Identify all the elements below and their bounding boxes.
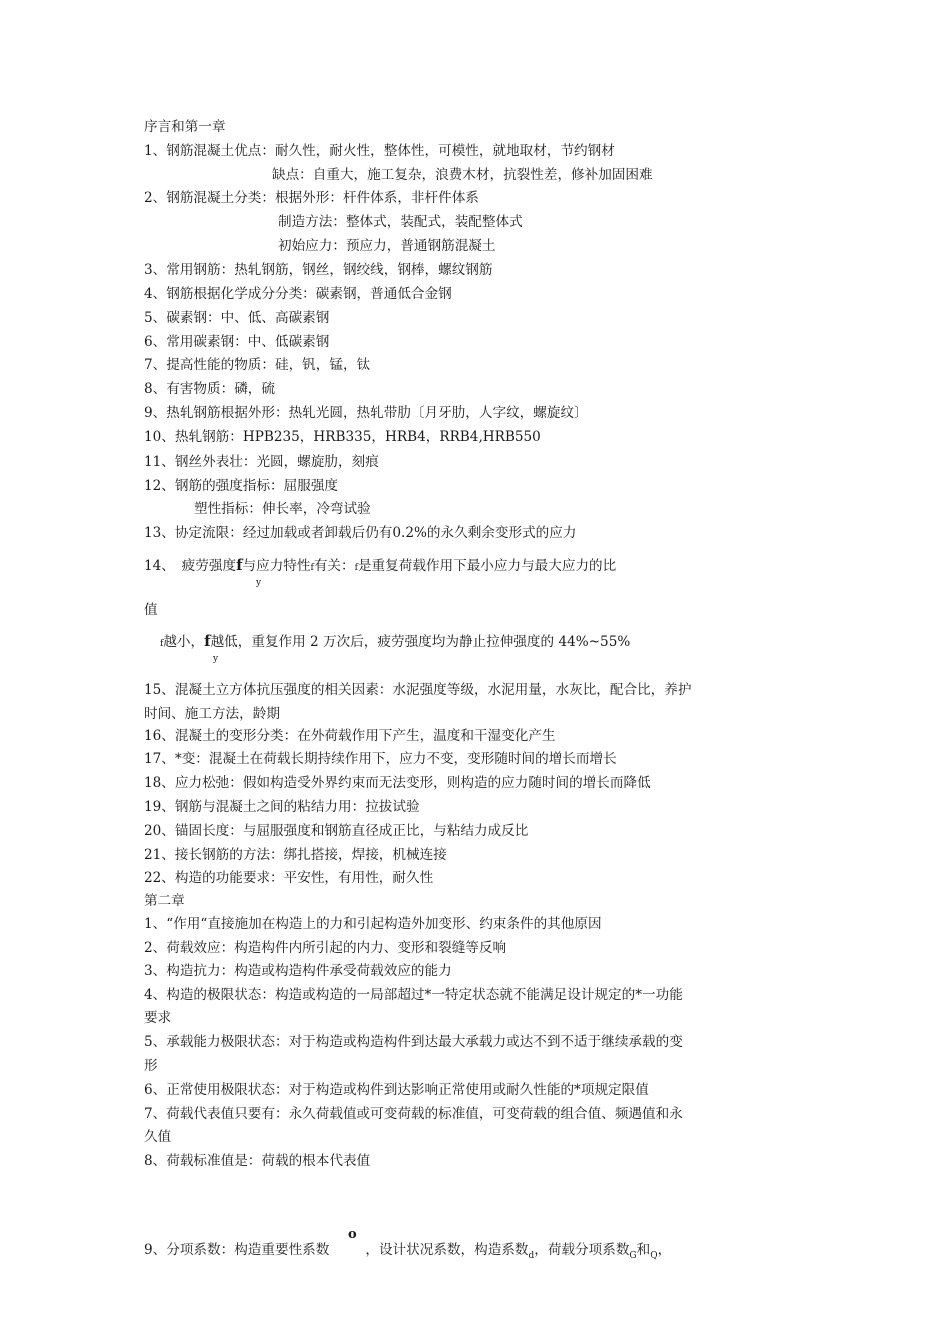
text-line: 22、构造的功能要求：平安性，有用性，耐久性 (144, 870, 434, 886)
fatigue-line-2 (160, 632, 630, 653)
subscript-y: y (256, 578, 262, 588)
text-span: 有关： (313, 558, 355, 574)
section-heading-chapter2: 第二章 (144, 893, 185, 909)
text-span: ， (657, 1242, 672, 1258)
text-line: 时间、施工方法，龄期 (144, 706, 280, 722)
text-line: 3、常用钢筋：热轧钢筋，钢丝，钢绞线，钢棒，螺纹钢筋 (144, 262, 493, 278)
symbol-f: f (204, 632, 211, 650)
text-line: 6、正常使用极限状态：对于构造或构件到达影响正常使用或耐久性能的*项规定限值 (144, 1082, 649, 1098)
text-line: 4、构造的极限状态：构造或构造的一局部超过*一特定状态就不能满足设计规定的*一功能 (144, 987, 683, 1003)
text-line: 形 (144, 1058, 158, 1074)
text-line: 5、碳素钢：中、低、高碳素钢 (144, 310, 330, 326)
text-span: 与应力特性 (242, 558, 311, 574)
gamma-0-symbol: o (348, 1227, 357, 1242)
symbol-small: f (354, 563, 358, 573)
text-line: 6、常用碳素钢：中、低碳素钢 (144, 334, 330, 350)
text-line: 7、荷载代表值只要有：永久荷载值或可变荷载的标准值，可变荷载的组合值、频遇值和永 (144, 1106, 683, 1122)
text-span: 和 (636, 1242, 651, 1258)
text-line: 10、热轧钢筋：HPB235，HRB335，HRB4，RRB4,HRB550 (144, 429, 541, 445)
section-heading-preface: 序言和第一章 (144, 119, 226, 135)
text-line: 8、有害物质：磷，硫 (144, 381, 275, 397)
symbol-small: f (160, 639, 164, 649)
text-line: 11、钢丝外表壮：光圆，螺旋肋，刻痕 (144, 454, 379, 470)
text-line: 18、应力松弛：假如构造受外界约束而无法变形，则构造的应力随时间的增长而降低 (144, 775, 651, 791)
text-span: 越小， (163, 634, 205, 650)
text-line: 1、“作用“直接施加在构造上的力和引起构造外加变形、约束条件的其他原因 (144, 916, 602, 932)
text-line: 1、钢筋混凝土优点：耐久性，耐火性，整体性，可模性，就地取材，节约钢材 (144, 143, 615, 159)
text-line: 8、荷载标准值是：荷载的根本代表值 (144, 1153, 371, 1169)
text-line: 9、热轧钢筋根据外形：热轧光圆，热轧带肋〔月牙肋，人字纹，螺旋纹〕 (144, 405, 588, 421)
text-line: 5、承载能力极限状态：对于构造或构造构件到达最大承载力或达不到不适于继续承载的变 (144, 1034, 683, 1050)
text-line: 3、构造抗力：构造或构造构件承受荷载效应的能力 (144, 963, 452, 979)
text-span: 是重复荷载作用下最小应力与最大应力的比 (357, 558, 617, 574)
text-line: 久值 (144, 1129, 172, 1145)
text-line: 制造方法：整体式，装配式，装配整体式 (278, 214, 523, 230)
text-line: 要求 (144, 1010, 172, 1026)
text-line: 缺点：自重大，施工复杂，浪费木材，抗裂性差，修补加固困难 (272, 167, 653, 183)
text-line: 2、钢筋混凝土分类：根据外形：杆件体系，非杆件体系 (144, 190, 479, 206)
text-line: 19、钢筋与混凝土之间的粘结力用：拉拔试验 (144, 799, 420, 815)
text-line: 值 (144, 602, 158, 618)
text-line: 初始应力：预应力，普通钢筋混凝土 (278, 238, 496, 254)
subscript-d: d (528, 1251, 535, 1261)
partial-factors-line (144, 1241, 671, 1261)
fatigue-label: 14、 疲劳强度 (144, 558, 237, 574)
text-line: 21、接长钢筋的方法：绑扎搭接，焊接，机械连接 (144, 847, 447, 863)
text-line: 20、锚固长度：与屈服强度和钢筋直径成正比，与粘结力成反比 (144, 823, 529, 839)
text-line: 17、*变：混凝土在荷载长期持续作用下，应力不变，变形随时间的增长而增长 (144, 751, 617, 767)
symbol-f: f (236, 556, 243, 574)
text-span: 9、分项系数：构造重要性系数 (144, 1242, 330, 1258)
text-line: 2、荷载效应：构造构件内所引起的内力、变形和裂缝等反响 (144, 940, 507, 956)
symbol-small: f (310, 563, 314, 573)
text-line: 塑性指标：伸长率，冷弯试验 (194, 501, 371, 517)
text-span: 越低，重复作用 2 万次后，疲劳强度均为静止拉伸强度的 44%~55% (210, 634, 631, 650)
text-line: 15、混凝土立方体抗压强度的相关因素：水泥强度等级，水泥用量，水灰比，配合比，养护 (144, 682, 692, 698)
fatigue-line (144, 556, 616, 577)
subscript-g: G (629, 1251, 637, 1261)
subscript-q: Q (650, 1251, 658, 1261)
text-span: ，设计状况系数，构造系数 (365, 1242, 529, 1258)
text-span: ，荷载分项系数 (534, 1242, 630, 1258)
subscript-y: y (213, 654, 219, 664)
text-line: 12、钢筋的强度指标：屈服强度 (144, 478, 339, 494)
text-line: 16、混凝土的变形分类：在外荷载作用下产生，温度和干湿变化产生 (144, 728, 556, 744)
text-line: 13、协定流限：经过加载或者卸载后仍有0.2%的永久剩余变形式的应力 (144, 525, 577, 541)
text-line: 4、钢筋根据化学成分分类：碳素钢，普通低合金钢 (144, 286, 452, 302)
text-line: 7、提高性能的物质：硅，钒，锰，钛 (144, 357, 371, 373)
